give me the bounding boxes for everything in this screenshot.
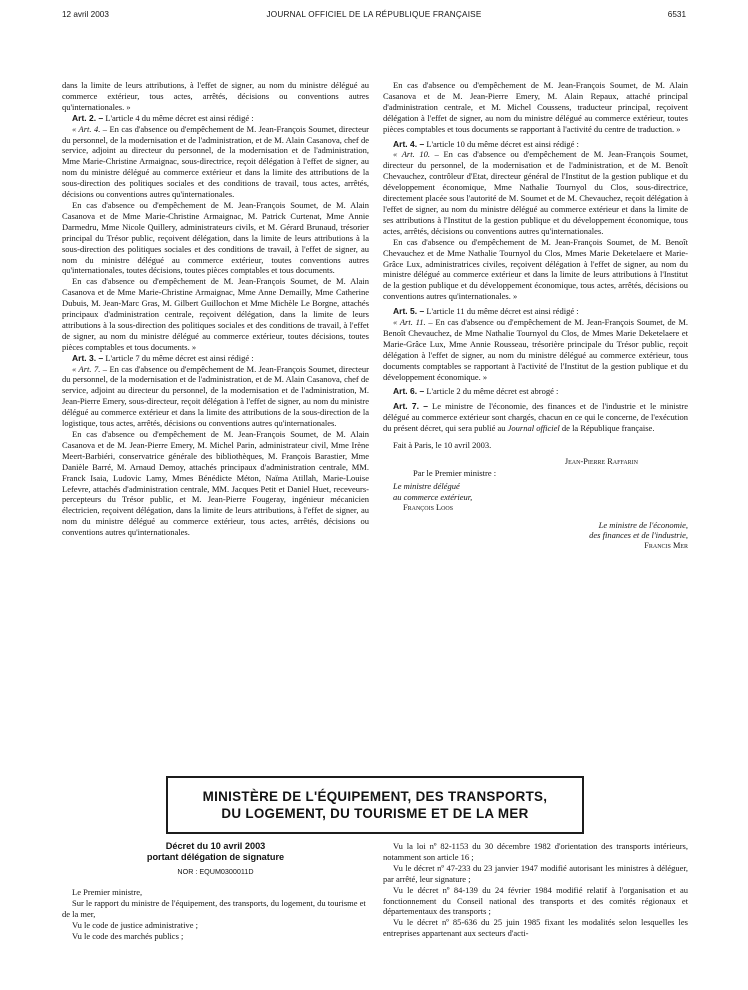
journal-officiel-ref: Journal officiel [507, 423, 560, 434]
minister-delegate-title [393, 481, 688, 514]
article-label: « Art. 7. – [72, 363, 108, 374]
article-text: L'article 10 du même décret est ainsi rédigé : [424, 138, 579, 149]
paragraph: Vu le code des marchés publics ; [72, 930, 184, 941]
paragraph: Vu le décret nº 84-139 du 24 février 1984 modifié relatif à l'organisation et au fonctionnement du Conseil national des transports et des comités régionaux et départementaux des transports ; [383, 884, 688, 917]
signer-prime-minister: Jean-Pierre Raffarin [564, 457, 638, 466]
paragraph: Sur le rapport du ministre de l'équipement, des transports, du logement, du tourisme et de la mer, [62, 897, 366, 919]
paragraph [383, 317, 688, 382]
article-label: Art. 5. – [393, 306, 425, 317]
article-heading [383, 401, 688, 434]
article-label: Art. 3. – [72, 352, 104, 363]
article-heading [62, 353, 369, 364]
journal-title: JOURNAL OFFICIEL DE LA RÉPUBLIQUE FRANÇAISE [266, 10, 482, 19]
ministry-title [203, 788, 548, 822]
article-label: « Art. 10. – [393, 149, 439, 160]
ministry-title-line1: MINISTÈRE DE L'ÉQUIPEMENT, DES TRANSPORTS, [202, 789, 548, 804]
signer-loos: François Loos [403, 502, 454, 512]
paragraph: En cas d'absence ou d'empêchement de M. Jean-François Soumet, de M. Alain Casanova et de Mme Marie-Christine Armaignac, Mme Anne Demailly, Mme Catherine Dubuis, M. Jean-Marc Gras, M. Gilbert Guillochon et Mme Michèle Le Borgne, attachés principaux d'administration centrale, reçoivent délégation, dans la limite de leurs attributions à la sous-direction des politiques sociales et des conditions de travail, à l'effet de signer, au nom du ministre délégué au commerce extérieur, toutes décisions, toutes pièces comptables et tous documents. » [62, 276, 369, 352]
minister-delegate-line1: Le ministre délégué [393, 480, 460, 491]
signature-block [383, 457, 688, 552]
ministry-title-line2: DU LOGEMENT, DU TOURISME ET DE LA MER [221, 806, 529, 821]
paragraph: Vu le décret nº 85-636 du 25 juin 1985 fixant les modalités selon lesquelles les entreprises appartenant aux secteurs d'acti- [383, 917, 688, 939]
page-number: 6531 [667, 10, 686, 19]
nor-reference: NOR : EQUM0300011D [177, 867, 254, 876]
decree-right-column [383, 841, 688, 939]
decree-title [62, 841, 369, 863]
article-text: En cas d'absence ou d'empêchement de M. Jean-François Soumet, directeur du personnel, de la modernisation et de l'administration, et de M. Alain Casanova, chef de service, adjoint au directeur du personnel, de la modernisation et de l'administration, Mme Marie-Christine Armaignac, sous-directrice, reçoit délégation à l'effet de signer, au nom du ministre délégué au commerce extérieur et dans la limite des attributions de la sous-direction des politiques sociales et des conditions de travail, tous actes, arrêtés, décisions ou conventions autres qu'internationales. [62, 123, 369, 200]
minister-economy-line2: des finances et de l'industrie, [589, 530, 688, 541]
paragraph [383, 149, 688, 236]
article-text: En cas d'absence ou d'empêchement de M. Jean-François Soumet, de M. Benoît Chevauchez, de Mme Nathalie Tournyol du Clos, de Mmes Marie Deketelaere et Marie-Grâce Lux, Mme Annie Rousseau, trésorière principale du Trésor public, reçoit délégation à l'effet de signer, au nom du ministre délégué au commerce extérieur, tous documents comptables se rapportant à l'activité de l'Institut de la gestion publique et du développement économique. » [383, 317, 688, 382]
paragraph: Vu le code de justice administrative ; [72, 919, 199, 930]
article-text: En cas d'absence ou d'empêchement de M. Jean-François Soumet, directeur du personnel, de la modernisation et de l'administration, et de M. Alain Casanova, chef de service, adjoint au directeur du personnel, de la modernisation et de l'administration, M. Jean-Pierre Emery, sous-directeur, reçoit délégation à l'effet de signer, au nom du ministre délégué au commerce extérieur et dans la limite des attributions de la sous-direction de la logistique, tous actes, arrêtés, décisions ou conventions autres qu'internationales. [62, 363, 369, 429]
paragraph [62, 124, 369, 200]
by-prime-minister: Par le Premier ministre : [413, 467, 497, 478]
article-label: Art. 4. – [393, 138, 425, 149]
paragraph: dans la limite de leurs attributions, à l'effet de signer, au nom du ministre délégué au commerce extérieur, tous actes, arrêtés, décisions ou conventions autres qu'internationales. » [62, 80, 369, 112]
minister-economy-title [383, 520, 688, 553]
article-heading [383, 139, 688, 150]
article-text: L'article 2 du même décret est abrogé : [424, 386, 559, 397]
article-text: Le ministre de l'économie, des finances et de l'industrie et le ministre délégué au commerce extérieur sont chargés, chacun en ce qui le concerne, de l'exécution du présent décret, qui sera publié au [383, 401, 688, 434]
paragraph: En cas d'absence ou d'empêchement de M. Jean-François Soumet, de M. Alain Casanova et de M. Jean-Pierre Emery, M. Michel Parin, administrateur civil, Mme Irène Meert-Barbiéri, conservatrice générale des bibliothèques, M. François Barastier, Mme Danièle Barré, M. Arnaud Demoy, attachés principaux d'administration centrale, MM. Franck Isaia, Ludovic Lamy, Mmes Bénédicte Méton, Naïma Atillah, Marie-Louise Lefevre, attachés d'administration centrale, MM. Jacques Petit et Daniel Huet, receveurs-percepteurs du Trésor public, et M. Jean-Pierre Fougeray, ingénieur mécanicien électricien, reçoivent délégation, dans la limite de leurs attributions, à l'effet de signer, au nom du ministre délégué au commerce extérieur, tous actes, arrêtés, décisions ou conventions autres qu'internationales. [62, 429, 369, 538]
paragraph [62, 364, 369, 429]
paragraph: Vu le décret nº 47-233 du 23 janvier 1947 modifié autorisant les ministres à déléguer, par arrêté, leur signature ; [383, 862, 688, 884]
decree-title-line2: portant délégation de signature [146, 852, 285, 862]
paragraph: Vu la loi nº 82-1153 du 30 décembre 1982 d'orientation des transports intérieurs, notamment son article 16 ; [383, 841, 688, 862]
header-date: 12 avril 2003 [62, 10, 109, 19]
page-header [62, 7, 686, 23]
right-column [383, 80, 688, 552]
paragraph: En cas d'absence ou d'empêchement de M. Jean-François Soumet, de M. Alain Casanova et de Mme Marie-Christine Armaignac, M. Patrick Curtenat, Mme Annie Darmedru, Mme Nicole Quillery, administrateurs civils, et M. Gérard Brunaud, trésorier principal du Trésor public, reçoivent délégation, dans la limite de leurs attributions à la sous-direction des politiques sociales et des conditions de travail, à l'effet de signer, au nom du ministre délégué au commerce extérieur, toutes conventions autres qu'internationales, toutes décisions, toutes pièces comptables et tous documents. [62, 199, 369, 276]
article-label: Art. 6. – [393, 386, 425, 397]
article-text: L'article 7 du même décret est ainsi rédigé : [103, 352, 254, 363]
signer-mer: Francis Mer [644, 541, 688, 551]
paragraph: En cas d'absence ou d'empêchement de M. Jean-François Soumet, de M. Alain Casanova et de M. Jean-Pierre Emery, M. Alain Repaux, attaché principal d'administration centrale, et M. Michel Coussens, traducteur principal, reçoivent délégation à l'effet de signer, au nom du ministre délégué au commerce extérieur, toutes pièces comptables et tous documents se rapportant à l'activité du centre de traduction. » [383, 80, 688, 134]
article-label: « Art. 4. – [72, 123, 108, 134]
article-label: Art. 7. – [393, 401, 429, 412]
article-text: L'article 4 du même décret est ainsi rédigé : [103, 112, 254, 123]
article-text: L'article 11 du même décret est ainsi rédigé : [424, 306, 579, 317]
article-heading [62, 113, 369, 124]
article-label: Art. 2. – [72, 112, 104, 123]
article-heading [383, 306, 688, 317]
left-column [62, 80, 369, 538]
ministry-heading-box [166, 776, 584, 834]
decree-title-line1: Décret du 10 avril 2003 [165, 841, 266, 851]
minister-economy-line1: Le ministre de l'économie, [598, 519, 688, 530]
article-text-end: de la République française. [559, 423, 655, 434]
article-label: « Art. 11. – [393, 317, 433, 328]
minister-delegate-line2: au commerce extérieur, [393, 491, 473, 502]
decree-left-column [62, 841, 369, 941]
paragraph: En cas d'absence ou d'empêchement de M. Jean-François Soumet, de M. Benoît Chevauchez et de Mme Nathalie Tournyol du Clos, Mmes Marie Deketelaere et Marie-Grâce Lux, administratrices civiles, reçoivent délégation à l'effet de signer, au nom du ministre délégué au commerce extérieur et dans la limite de leurs attributions à l'Institut de la gestion publique et du développement économique, tous actes, arrêtés, décisions ou conventions autres qu'internationales. » [383, 236, 688, 302]
done-at: Fait à Paris, le 10 avril 2003. [393, 440, 492, 451]
paragraph: Le Premier ministre, [72, 886, 143, 897]
article-heading [383, 386, 688, 397]
article-text: En cas d'absence ou d'empêchement de M. Jean-François Soumet, directeur du personnel, de la modernisation et de l'administration, et de M. Benoît Chevauchez, contrôleur d'Etat, directeur général de l'Institut de la gestion publique et du développement économique, Mme Nathalie Tournyol du Clos, sous-directrice, directement placée sous l'autorité de M. Soumet et de M. Chevauchez, reçoit délégation à l'effet de signer, au nom du ministre délégué au commerce extérieur et dans la limite de ses attributions à l'Institut de la gestion publique et du développement économique, tous actes, arrêtés, décisions ou conventions autres qu'internationales. [383, 149, 688, 236]
